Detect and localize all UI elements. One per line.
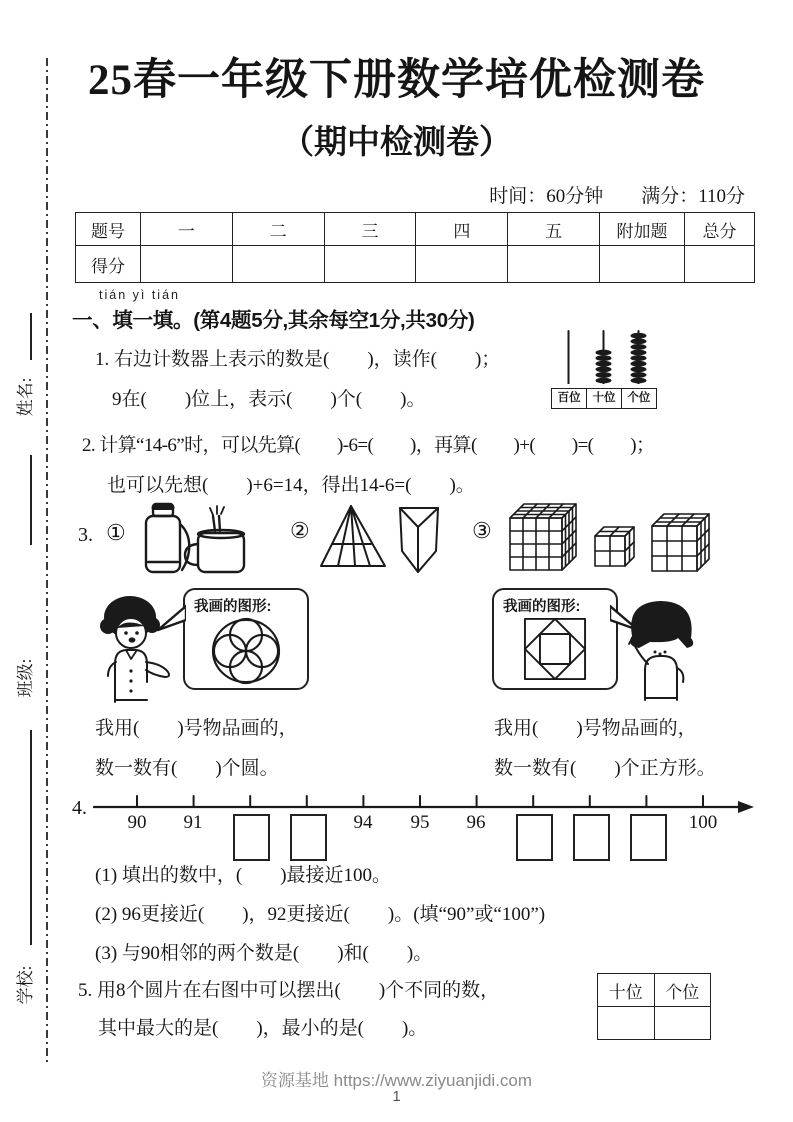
place-label-ones: 个位 — [621, 388, 657, 409]
score-table-score-row — [76, 246, 755, 283]
section-pinyin: tián yì tián — [99, 288, 180, 302]
q2-line2: 也可以先想( )+6=14，得出14-6=( )。 — [107, 475, 475, 496]
place-label-hundreds: 百位 — [551, 388, 587, 409]
answer-box-93 — [290, 814, 327, 861]
tick-label-91: 91 — [183, 812, 203, 833]
circled-number-1: ① — [106, 520, 126, 545]
tick-label-90: 90 — [127, 812, 147, 833]
circles-flower-drawing — [210, 617, 282, 685]
girl-illustration — [614, 594, 709, 702]
q3-left-line1: 我用( )号物品画的， — [95, 718, 298, 739]
fold-dash-line — [46, 58, 48, 1066]
section-heading: 一、填一填。(第4题5分,其余每空1分,共30分) — [72, 309, 475, 332]
abacus-svg — [551, 328, 657, 384]
score-header-cell: 五 — [508, 213, 600, 246]
school-blank-line — [30, 730, 32, 945]
pv-empty-cell — [598, 1007, 655, 1040]
circled-number-2: ② — [290, 518, 310, 543]
counting-device — [551, 328, 657, 409]
score-empty-cell — [324, 246, 416, 283]
name-blank-line — [30, 313, 32, 360]
abacus-place-labels — [551, 388, 657, 409]
score-empty-cell — [416, 246, 508, 283]
page-number: 1 — [392, 1088, 401, 1105]
place-value-table — [597, 973, 711, 1040]
score-row-label: 得分 — [76, 246, 141, 283]
sidebar-field-class: 班级: — [16, 658, 35, 698]
q5-line2: 其中最大的是( )，最小的是( )。 — [98, 1018, 428, 1039]
time-score-info: 时间：60分钟 满分：110分 — [489, 186, 745, 207]
q4-number: 4. — [72, 797, 87, 819]
score-header-cell: 二 — [232, 213, 324, 246]
circled-number-3: ③ — [472, 518, 492, 543]
square-diamond-drawing — [523, 617, 587, 681]
q5-line1: 5. 用8个圆片在右图中可以摆出( )个不同的数， — [78, 980, 500, 1001]
answer-box-98 — [573, 814, 610, 861]
tick-label-96: 96 — [466, 812, 486, 833]
answer-box-92 — [233, 814, 270, 861]
q2-line1: 2. 计算“14-6”时，可以先算( )-6=( )，再算( )+( )=( )； — [82, 435, 655, 456]
score-header-cell: 一 — [140, 213, 232, 246]
pv-header-ones: 个位 — [654, 974, 711, 1007]
q1-line1: 1. 右边计数器上表示的数是( )，读作( )； — [95, 349, 501, 370]
score-empty-cell — [600, 246, 685, 283]
score-empty-cell — [140, 246, 232, 283]
score-header-cell: 题号 — [76, 213, 141, 246]
class-blank-line — [30, 455, 32, 545]
tick-label-94: 94 — [353, 812, 373, 833]
tick-label-95: 95 — [410, 812, 430, 833]
q4-sub3: (3) 与90相邻的两个数是( )和( )。 — [95, 943, 433, 964]
pv-empty-cell — [654, 1007, 711, 1040]
score-header-cell: 三 — [324, 213, 416, 246]
pyramid-and-prism-illustration — [318, 503, 443, 575]
sidebar-field-school: 学校: — [16, 965, 35, 1005]
score-header-cell: 四 — [416, 213, 508, 246]
q1-line2: 9在( )位上，表示( )个( )。 — [112, 389, 426, 410]
rubiks-cubes-illustration — [500, 496, 720, 578]
bubble-title-right: 我画的图形: — [503, 599, 581, 615]
score-empty-cell — [684, 246, 754, 283]
sidebar-field-name: 姓名: — [16, 377, 35, 417]
score-empty-cell — [232, 246, 324, 283]
score-empty-cell — [508, 246, 600, 283]
q3-right-line2: 数一数有( )个正方形。 — [494, 758, 716, 779]
q3-left-line2: 数一数有( )个圆。 — [95, 758, 279, 779]
page-subtitle: （期中检测卷） — [281, 125, 512, 161]
q3-right-line1: 我用( )号物品画的， — [494, 718, 697, 739]
bubble-title-left: 我画的图形: — [194, 599, 272, 615]
q4-sub2: (2) 96更接近( )，92更接近( )。(填“90”或“100”) — [95, 904, 546, 925]
footer-link: 资源基地 https://www.ziyuanjidi.com — [260, 1071, 533, 1090]
q4-sub1: (1) 填出的数中，( )最接近100。 — [95, 865, 392, 886]
speech-bubble-right — [492, 588, 618, 690]
score-table-header-row — [76, 213, 755, 246]
bubble-tail-left — [156, 602, 186, 638]
score-table — [75, 212, 755, 283]
score-header-cell: 总分 — [684, 213, 754, 246]
place-label-tens: 十位 — [586, 388, 622, 409]
page-title: 25春一年级下册数学培优检测卷 — [88, 57, 705, 104]
score-header-cell: 附加题 — [600, 213, 685, 246]
pv-header-tens: 十位 — [598, 974, 655, 1007]
thermos-and-mug-illustration — [136, 500, 254, 578]
speech-bubble-left — [183, 588, 309, 690]
q3-number: 3. — [78, 524, 93, 546]
tick-label-100: 100 — [688, 812, 718, 833]
number-line — [78, 790, 768, 814]
answer-box-99 — [630, 814, 667, 861]
answer-box-97 — [516, 814, 553, 861]
